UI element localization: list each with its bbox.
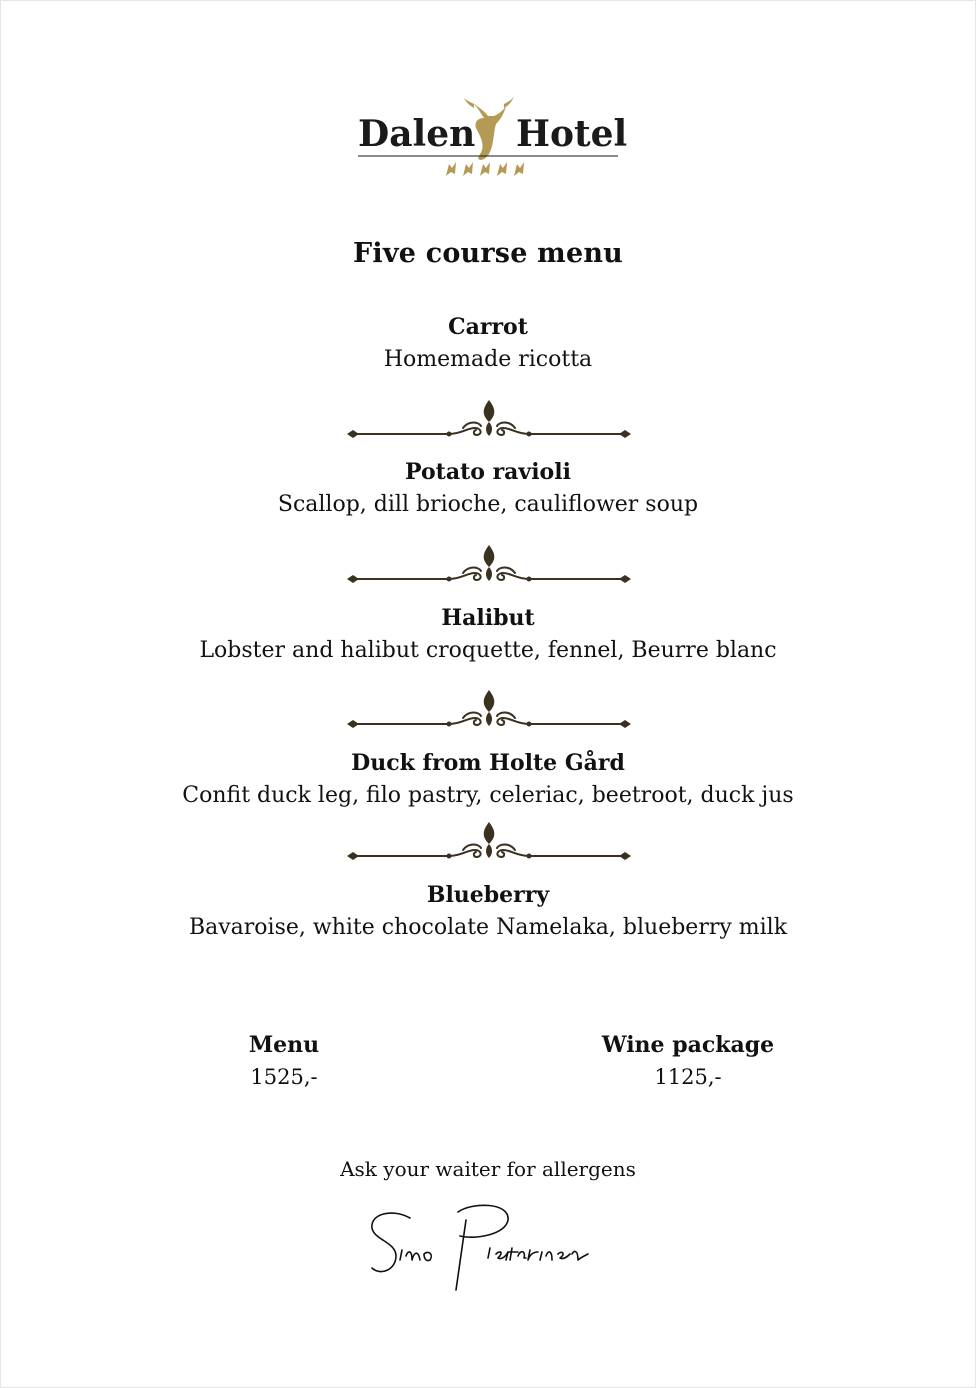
menu-price-label: Menu	[248, 1032, 320, 1058]
star-icon	[446, 162, 456, 176]
course-item	[0, 880, 976, 946]
hotel-logo	[338, 96, 638, 186]
course-item	[0, 748, 976, 814]
course-description: Homemade ricotta	[383, 347, 593, 372]
star-icon	[463, 162, 473, 176]
ornament-divider-icon	[343, 398, 635, 438]
course-name: Carrot	[448, 314, 528, 340]
course-name: Potato ravioli	[405, 459, 571, 485]
wine-price-block	[568, 1030, 808, 1094]
stars-icon	[446, 162, 524, 176]
menu-price-block	[164, 1030, 404, 1094]
course-item	[0, 603, 976, 669]
logo-name-right: Hotel	[516, 113, 628, 155]
course-name: Halibut	[441, 605, 535, 631]
course-name: Blueberry	[426, 882, 550, 908]
course-description: Scallop, dill brioche, cauliflower soup	[277, 492, 699, 517]
ornament-divider-icon	[343, 820, 635, 860]
star-icon	[480, 162, 490, 176]
chef-signature	[362, 1200, 602, 1296]
course-description: Confit duck leg, filo pastry, celeriac, beetroot, duck jus	[182, 783, 794, 808]
menu-price-value: 1525,-	[250, 1065, 318, 1089]
wine-price-value: 1125,-	[654, 1065, 722, 1089]
course-item	[0, 312, 976, 378]
course-description: Lobster and halibut croquette, fennel, Beurre blanc	[199, 638, 777, 663]
logo-name-left: Dalen	[358, 113, 476, 155]
star-icon	[514, 162, 524, 176]
course-item	[0, 457, 976, 523]
course-description: Bavaroise, white chocolate Namelaka, blueberry milk	[188, 915, 788, 940]
ornament-divider-icon	[343, 688, 635, 728]
menu-title: Five course menu	[353, 238, 623, 269]
wine-price-label: Wine package	[601, 1032, 775, 1058]
star-icon	[497, 162, 507, 176]
allergens-note: Ask your waiter for allergens	[340, 1157, 636, 1181]
signature-text: Simo Pietarinen	[362, 1295, 371, 1296]
course-name: Duck from Holte Gård	[351, 750, 625, 776]
ornament-divider-icon	[343, 543, 635, 583]
